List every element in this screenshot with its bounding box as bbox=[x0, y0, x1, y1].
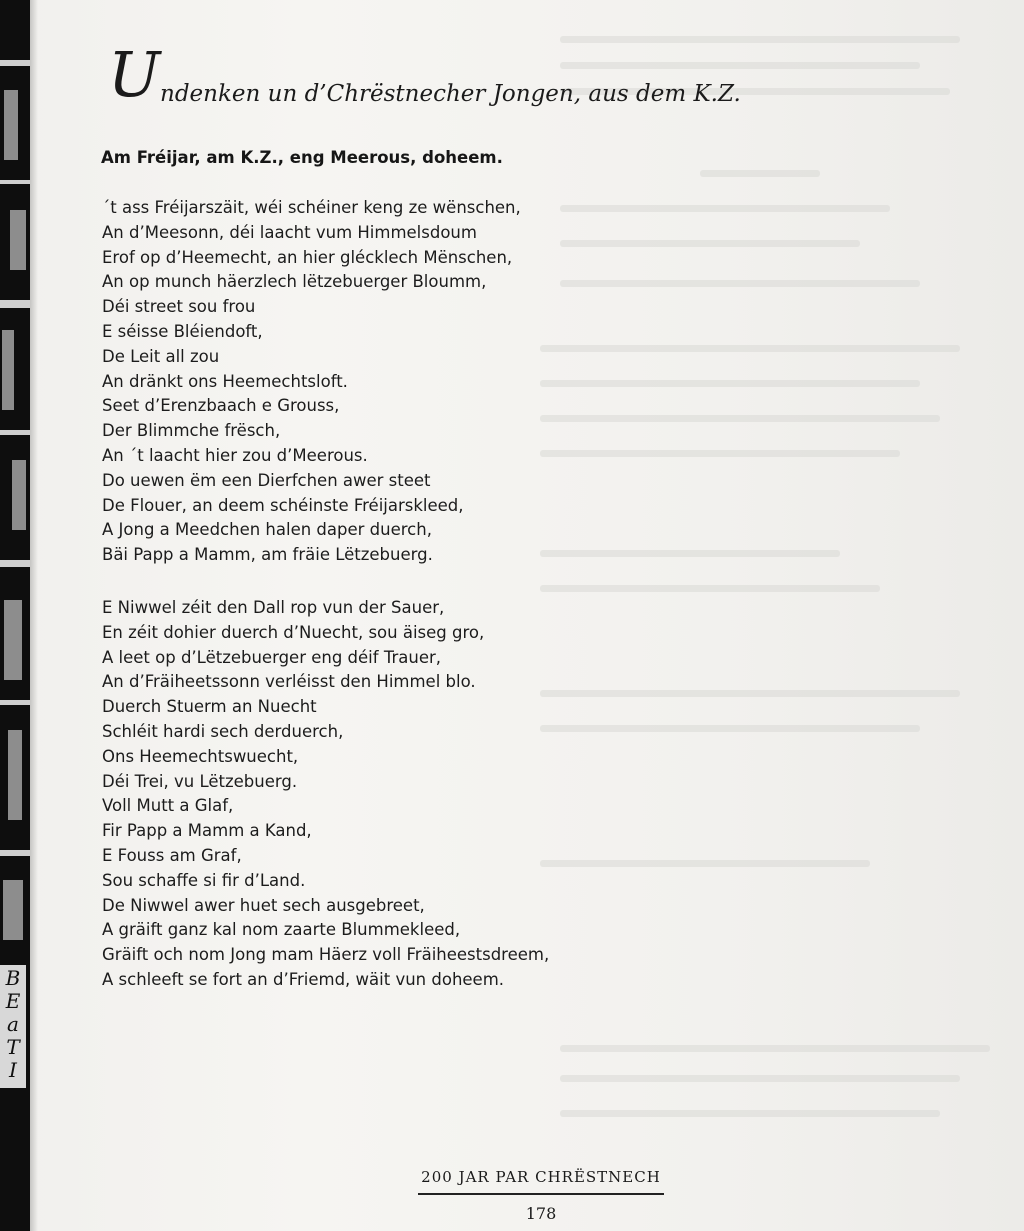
verse-line: Voll Mutt a Glaf, bbox=[102, 796, 234, 816]
stanza-2 bbox=[102, 596, 549, 993]
verse-line: Déi street sou frou bbox=[102, 297, 256, 317]
footer-rule bbox=[418, 1193, 664, 1195]
glass-letter: a bbox=[7, 1012, 19, 1036]
glass-letter: B bbox=[5, 966, 21, 990]
verse-line: Schléit hardi sech derduerch, bbox=[102, 721, 344, 741]
verse-line: Fir Papp a Mamm a Kand, bbox=[102, 821, 312, 841]
verse-line: Do uewen ëm een Dierfchen awer steet bbox=[102, 470, 431, 490]
verse-line: ´t ass Fréijarszäit, wéi schéiner keng ze wënschen, bbox=[102, 198, 521, 217]
verse-line: Gräift och nom Jong mam Häerz voll Fräiheestsdreem, bbox=[102, 945, 550, 965]
verse-line: An dränkt ons Heemechtsloft. bbox=[102, 371, 348, 391]
verse-line: An ´t laacht hier zou d’Meerous. bbox=[102, 445, 368, 465]
verse-line: Der Blimmche frësch, bbox=[102, 421, 281, 441]
verse-line: A gräift ganz kal nom zaarte Blummekleed, bbox=[102, 920, 461, 940]
running-footer-title: 200 JAR PAR CHRËSTNECH bbox=[421, 1168, 661, 1186]
verse-line: Duerch Stuerm an Nuecht bbox=[102, 697, 317, 717]
glass-letter: T bbox=[6, 1035, 20, 1059]
verse-line: Déi Trei, vu Lëtzebuerg. bbox=[102, 771, 298, 791]
verse-line: En zéit dohier duerch d’Nuecht, sou äiseg gro, bbox=[102, 622, 485, 642]
verse-line: Ons Heemechtswuecht, bbox=[102, 746, 299, 766]
stained-glass-strip bbox=[0, 0, 30, 1231]
verse-line: A Jong a Meedchen halen daper duerch, bbox=[102, 520, 432, 540]
verse-line: E Fouss am Graf, bbox=[102, 845, 242, 865]
verse-line: An d’Fräiheetssonn verléisst den Himmel blo. bbox=[102, 672, 476, 692]
poem-subtitle: Am Fréijar, am K.Z., eng Meerous, doheem. bbox=[101, 148, 503, 167]
glass-letter: E bbox=[5, 989, 21, 1013]
stained-glass-lettering bbox=[0, 965, 26, 1088]
page-gutter-shadow bbox=[30, 0, 38, 1231]
stanza-1 bbox=[102, 196, 521, 568]
verse-line: An op munch häerzlech lëtzebuerger Bloumm, bbox=[102, 272, 487, 292]
verse-line: Sou schaffe si fir d’Land. bbox=[102, 870, 306, 890]
title-text: ndenken un d’Chrëstnecher Jongen, aus dem K.Z. bbox=[160, 81, 741, 107]
verse-line: De Flouer, an deem schéinste Fréijarskleed, bbox=[102, 495, 464, 515]
verse-line: Bäi Papp a Mamm, am fräie Lëtzebuerg. bbox=[102, 545, 433, 565]
verse-line: A schleeft se fort an d’Friemd, wäit vun doheem. bbox=[102, 969, 505, 989]
poem-title bbox=[108, 40, 808, 120]
glass-letter: I bbox=[9, 1058, 17, 1082]
verse-line: De Niwwel awer huet sech ausgebreet, bbox=[102, 895, 425, 915]
verse-line: An d’Meesonn, déi laacht vum Himmelsdoum bbox=[102, 222, 477, 242]
verse-line: De Leit all zou bbox=[102, 346, 220, 366]
verse-line: E Niwwel zéit den Dall rop vun der Sauer, bbox=[102, 598, 445, 617]
verse-line: Seet d’Erenzbaach e Grouss, bbox=[102, 396, 340, 416]
verse-line: E séisse Bléiendoft, bbox=[102, 321, 263, 341]
verse-line: A leet op d’Lëtzebuerger eng déif Trauer, bbox=[102, 647, 442, 667]
page-number: 178 bbox=[525, 1204, 557, 1223]
verse-line: Erof op d’Heemecht, an hier glécklech Mënschen, bbox=[102, 247, 513, 267]
title-initial: U bbox=[108, 38, 161, 111]
